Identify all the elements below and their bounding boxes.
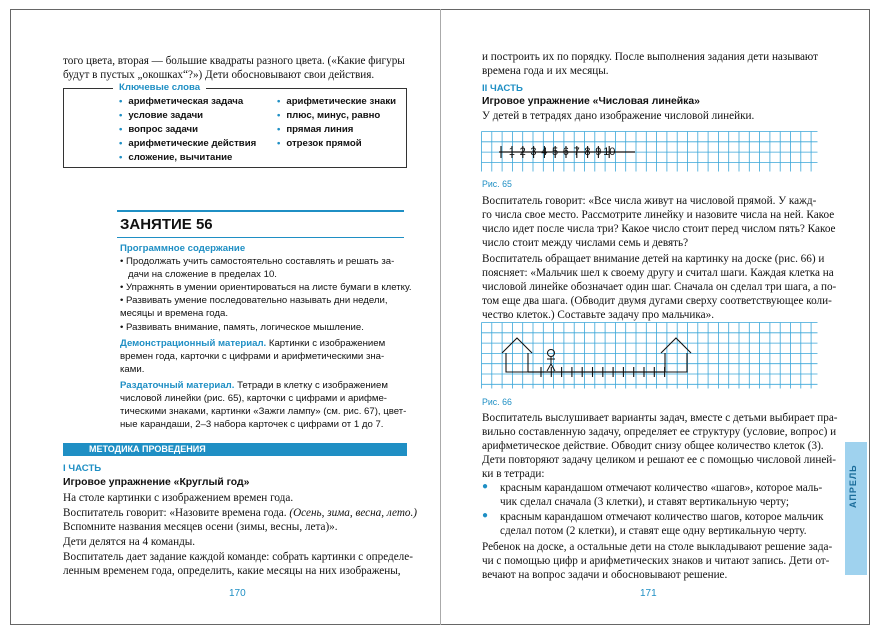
handout-material-line <box>120 380 388 393</box>
paragraph-2-line: Воспитатель обращает внимание детей на картинку на доске (рис. 66) и <box>482 253 825 265</box>
method-banner <box>63 443 407 456</box>
paragraph-4-line: Ребенок на доске, а остальные дети на столе выкладывают решение зада- <box>482 541 833 553</box>
paragraph-2-line: поясняет: «Мальчик шел к своему другу и считал шаги. Каждая клетка на <box>482 267 834 279</box>
exercise-1-title: Игровое упражнение «Круглый год» <box>63 477 250 488</box>
paragraph-1-line: го числа свое место. Рассмотрите линейку и назовите числа на ней. Какое <box>482 209 835 221</box>
keyword-item: • плюс, минус, равно <box>277 110 380 121</box>
keywords-title: Ключевые слова <box>113 82 206 93</box>
body-line: На столе картинки с изображением времен года. <box>63 492 294 504</box>
body-line-italic <box>63 506 417 520</box>
keyword-item: • вопрос задачи <box>119 124 198 135</box>
paragraph-3-line: Воспитатель выслушивает варианты задач, вместе с детьми выбирает пра- <box>482 412 838 424</box>
program-line: дачи на сложение в пределах 10. <box>128 269 277 280</box>
demo-line: ками. <box>120 364 145 375</box>
paragraph-2-line: числовой линейке обозначает один шаг. Сначала он сделал три шага, а по- <box>482 281 837 293</box>
paragraph-1-line: число стоит между числами семь и девять? <box>482 237 689 249</box>
handout-line: тическими знаками, картинки «Зажги лампу» (см. рис. 67), цвет- <box>120 406 407 417</box>
body-line-text: Воспитатель говорит: «Назовите времена года. <box>63 507 287 519</box>
figure-66-caption: Рис. 66 <box>482 397 512 407</box>
intro-line-1: того цвета, вторая — большие квадраты разного цвета. («Какие фигуры <box>63 55 405 67</box>
body-line: Воспитатель дает задание каждой команде: собрать картинки с определе- <box>63 551 413 563</box>
body-line: Вспомните названия месяцев осени (зимы, весны, лета)». <box>63 521 338 533</box>
keyword-item: • сложение, вычитание <box>119 152 232 163</box>
program-line: • Упражнять в умении ориентироваться на листе бумаги в клетку. <box>120 282 412 293</box>
keyword-item: • условие задачи <box>119 110 203 121</box>
month-side-tab-label: АПРЕЛЬ <box>848 464 858 508</box>
bullet-2-line: сделал потом (2 клетки), и ставят еще одну вертикальную черту. <box>500 525 807 537</box>
ruler-number: 1 <box>508 146 515 158</box>
figure-66-boy-walk <box>481 322 819 390</box>
ruler-number: 9 <box>595 146 602 158</box>
page-number-right: 171 <box>640 588 657 599</box>
page-gutter <box>440 9 441 625</box>
ruler-number: 5 <box>552 146 559 158</box>
paragraph-3-line: Дети повторяют задачу целиком и решают ее с помощью числовой линей- <box>482 454 837 466</box>
body-line: ленным временем года, определить, какие месяцы на них изображены, <box>63 565 401 577</box>
paragraph-4-line: чи с помощью цифр и арифметических знаков и читают запись. Дети от- <box>482 555 830 567</box>
paragraph-3-line: вильно составленную задачу, определяет ее структуру (условие, вопрос) и <box>482 426 837 438</box>
method-banner-label: МЕТОДИКА ПРОВЕДЕНИЯ <box>89 444 206 454</box>
ruler-number: 2 <box>519 146 526 158</box>
paragraph-1-line: Воспитатель говорит: «Все числа живут на числовой прямой. У кажд- <box>482 195 817 207</box>
lesson-rule-top <box>117 210 404 212</box>
demo-label: Демонстрационный материал. <box>120 338 267 349</box>
bullet-2-line: красным карандашом отмечают количество шагов, которое мальчик <box>500 511 824 523</box>
ruler-number: 4 <box>541 146 548 158</box>
bullet-1-line: чик сделал сначала (3 клетки), и ставят вертикальную черту; <box>500 496 790 508</box>
keyword-item: • прямая линия <box>277 124 353 135</box>
exercise-2-text: У детей в тетрадях дано изображение числовой линейки. <box>482 110 755 122</box>
month-side-tab <box>845 442 867 575</box>
intro-line-2: будут в пустых „окошках“?») Дети обосновывают свои действия. <box>63 69 375 81</box>
program-line: • Развивать внимание, память, логическое мышление. <box>120 322 364 333</box>
paragraph-1-line: число идет после числа три? Какое число стоит перед числом пять? Какое <box>482 223 836 235</box>
ruler-number: 8 <box>584 146 591 158</box>
program-line: месяцы и времена года. <box>120 308 229 319</box>
bullet-icon: ● <box>482 510 489 521</box>
demo-line: времен года, карточки с цифрами и арифметическими зна- <box>120 351 385 362</box>
paragraph-3-line: арифметическое действие. Обводит снизу общее количество клеток (3). <box>482 440 824 452</box>
part-1-heading: I ЧАСТЬ <box>63 463 102 474</box>
ruler-number: 3 <box>530 146 537 158</box>
ruler-number: 7 <box>573 146 580 158</box>
lesson-title: ЗАНЯТИЕ 56 <box>120 216 213 233</box>
right-top-line: времена года и их месяцы. <box>482 65 609 77</box>
ruler-number: 6 <box>562 146 569 158</box>
part-2-heading: II ЧАСТЬ <box>482 83 523 94</box>
figure-65-caption: Рис. 65 <box>482 179 512 189</box>
keyword-item: • отрезок прямой <box>277 138 362 149</box>
bullet-icon: ● <box>482 481 489 492</box>
lesson-rule-bottom <box>117 237 404 238</box>
body-line: Дети делятся на 4 команды. <box>63 536 196 548</box>
exercise-2-title: Игровое упражнение «Числовая линейка» <box>482 96 700 107</box>
seasons-italic: (Осень, зима, весна, лето.) <box>286 507 418 519</box>
paragraph-4-line: вечают на вопрос задачи и обосновывают решение. <box>482 569 728 581</box>
program-line: • Продолжать учить самостоятельно составлять и решать за- <box>120 256 395 267</box>
ruler-number: 10 <box>603 146 616 158</box>
handout-line: числовой линейки (рис. 65), карточки с цифрами и арифме- <box>120 393 388 404</box>
demo-material-line <box>120 338 385 351</box>
keyword-item: • арифметические знаки <box>277 96 396 107</box>
keyword-item: • арифметические действия <box>119 138 256 149</box>
handout-text: Тетради в клетку с изображением <box>234 380 388 391</box>
handout-line: ные карандаши, 2–3 набора карточек с цифрами от 1 до 7. <box>120 419 384 430</box>
handout-label: Раздаточный материал. <box>120 380 235 391</box>
keyword-item: • арифметическая задача <box>119 96 243 107</box>
bullet-1-line: красным карандашом отмечают количество «шагов», которое маль- <box>500 482 823 494</box>
program-heading: Программное содержание <box>120 243 246 254</box>
figure-65-number-line <box>481 131 819 173</box>
paragraph-3-line: ки в тетради: <box>482 468 545 480</box>
program-line: • Развивать умение последовательно называть дни недели, <box>120 295 388 306</box>
right-top-line: и построить их по порядку. После выполнения задания дети называют <box>482 51 819 63</box>
page-number-left: 170 <box>229 588 246 599</box>
demo-text: Картинки с изображением <box>266 338 386 349</box>
paragraph-2-line: чество клеток.) Составьте задачу про мальчика». <box>482 309 715 321</box>
paragraph-2-line: том еще два шага. (Обводит двумя дугами сверху соответствующее коли- <box>482 295 832 307</box>
